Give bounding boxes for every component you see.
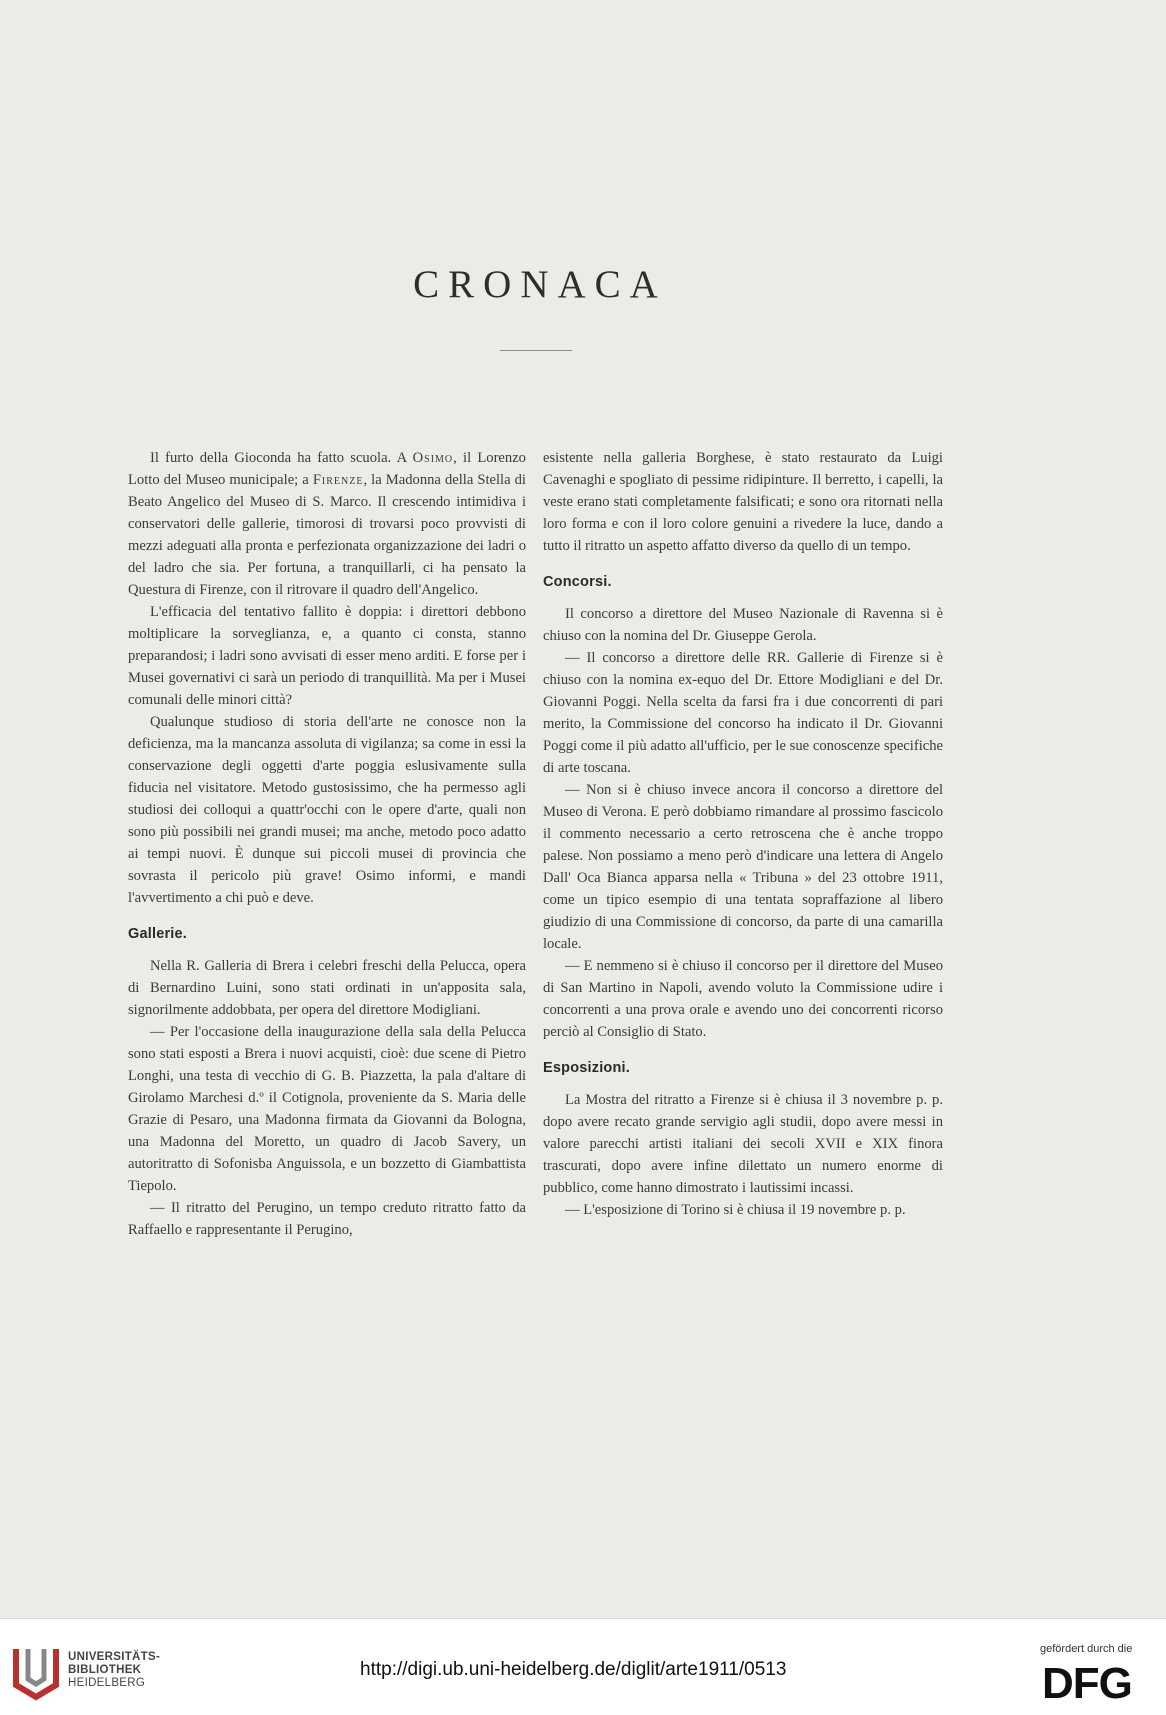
- paragraph: — Non si è chiuso invece ancora il concorso a direttore del Museo di Verona. E però dobbiamo rimandare al prossimo fascicolo il commento necessario a certo retroscena che è anche troppo palese. Non possiamo a meno però d'indicare una lettera di Angelo Dall' Oca Bianca apparsa nella « Tribuna » del 23 ottobre 1911, come un tipico esempio di una tentata sopraffazione al libero giudizio di una Commissione di concorso, da parte di una camarilla locale.: [543, 782, 943, 952]
- paragraph: esistente nella galleria Borghese, è stato restaurato da Luigi Cavenaghi e spogliato di pessime ridipinture. Il berretto, i capelli, la veste erano stati completamente falsificati; e sono ora ritornati nella loro forma e con il loro colore genuini a rivedere la luce, dando a tutto il ritratto un aspetto affatto diverso da quello di un tempo.: [543, 450, 943, 554]
- text-run: Il furto della Gioconda ha fatto scuola. A: [150, 450, 413, 466]
- library-name: [68, 1651, 160, 1690]
- source-url[interactable]: http://digi.ub.uni-heidelberg.de/diglit/arte1911/0513: [360, 1659, 787, 1680]
- paragraph: — Per l'occasione della inaugurazione della sala della Pelucca sono stati esposti a Brera i nuovi acquisti, cioè: due scene di Pietro Longhi, una testa di vecchio di G. B. Piazzetta, la pala d'altare di Girolamo Marchesi d.º il Cotignola, proveniente da S. Maria delle Grazie di Pesaro, una Madonna firmata da Giovanni da Bologna, una Madonna del Moretto, un quadro di Jacob Savery, un autoritratto di Sofonisba Anguissola, e un bozzetto di Giambattista Tiepolo.: [128, 1024, 526, 1194]
- paragraph: — Il concorso a direttore delle RR. Gallerie di Firenze si è chiuso con la nomina ex-equo del Dr. Ettore Modigliani e del Dr. Giovanni Poggi. Nella scelta da farsi fra i due concorrenti di pari merito, la Commissione del concorso ha indicato il Dr. Giovanni Poggi come il più adatto all'ufficio, per le sue conoscenze specifiche di arte toscana.: [543, 650, 943, 776]
- section-heading-concorsi: Concorsi.: [543, 574, 612, 590]
- section-heading-esposizioni: Esposizioni.: [543, 1060, 630, 1076]
- ub-heidelberg-logo-icon: [10, 1645, 62, 1701]
- library-line: HEIDELBERG: [68, 1677, 146, 1689]
- paragraph: — L'esposizione di Torino si è chiusa il 19 novembre p. p.: [565, 1202, 906, 1218]
- library-line: BIBLIOTHEK: [68, 1664, 142, 1676]
- paragraph: Il concorso a direttore del Museo Nazionale di Ravenna si è chiuso con la nomina del Dr. Giuseppe Gerola.: [543, 606, 943, 644]
- place-firenze: Firenze: [312, 472, 364, 488]
- title-divider: [500, 350, 572, 351]
- section-heading-gallerie: Gallerie.: [128, 926, 188, 942]
- digitization-footer: [0, 1618, 1166, 1715]
- text-run: , il Lorenzo Lotto del Museo municipale; a: [128, 450, 526, 488]
- paragraph: La Mostra del ritratto a Firenze si è chiusa il 3 novembre p. p. dopo avere recato grande servigio agli studii, dopo avere messi in valore parecchi artisti italiani dei secoli XVII e XIX finora trascurati, dopo avere infine dilettato un numero enorme di pubblico, come hanno dimostrato i lautissimi incassi.: [543, 1092, 943, 1196]
- paragraph: Nella R. Galleria di Brera i celebri freschi della Pelucca, opera di Bernardino Luini, sono stati ordinati in un'apposita sala, signorilmente addobbata, per opera del direttore Modigliani.: [128, 958, 526, 1018]
- page-title: CRONACA: [413, 263, 667, 306]
- dfg-logo: DFG: [1042, 1659, 1132, 1708]
- text-run: , la Madonna della Stella di Beato Angelico del Museo di S. Marco. Il crescendo intimidiva i conservatori delle gallerie, timorosi di trovarsi poco provvisti di mezzi adeguati alla pronta e perfezionata organizzazione dei ladri o del ladro che sia. Per fortuna, a tranquillarli, ci ha pensato la Questura di Firenze, con il ritrovare il quadro dell'Angelico.: [128, 472, 526, 598]
- paragraph: — Il ritratto del Perugino, un tempo creduto ritratto fatto da Raffaello e rappresentante il Perugino,: [128, 1200, 526, 1238]
- paragraph: L'efficacia del tentativo fallito è doppia: i direttori debbono moltiplicare la sorveglianza, e, a quanto ci consta, stanno preparandosi; i ladri sono avvisati di esser meno arditi. E forse per i Musei governativi ci sarà un periodo di tranquillità. Ma per i Musei comunali delle minori città?: [128, 604, 526, 708]
- paragraph: Qualunque studioso di storia dell'arte ne conosce non la deficienza, ma la mancanza assoluta di vigilanza; sa come in essi la conservazione degli oggetti d'arte poggia eslusivamente sulla fiducia nel visitatore. Metodo gustosissimo, che ha permesso agli studiosi dei colloqui a quattr'occhi con le opere d'arte, quali non sono più possibili nei grandi musei; ma anche, metodo poco adatto ai tempi nuovi. È dunque sui piccoli musei di provincia che sovrasta il pericolo più grave! Osimo informi, e mandi l'avvertimento a chi può e deve.: [128, 714, 526, 906]
- paragraph: [128, 447, 526, 601]
- library-line: UNIVERSITÄTS-: [68, 1651, 161, 1663]
- left-column: [128, 447, 526, 1241]
- funding-caption: gefördert durch die: [1040, 1643, 1133, 1655]
- right-column: [543, 447, 943, 1221]
- place-osimo: Osimo: [412, 450, 454, 466]
- paragraph: — E nemmeno si è chiuso il concorso per il direttore del Museo di San Martino in Napoli, avendo voluto la Commissione udire i concorrenti a una prova orale e avendo uno dei concorrenti ricorso perciò al Consiglio di Stato.: [543, 958, 943, 1040]
